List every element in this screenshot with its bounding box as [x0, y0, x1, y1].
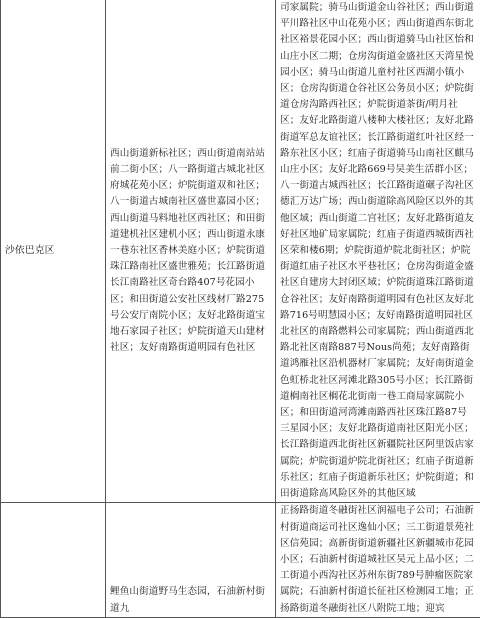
medium-risk-areas-text: 正扬路街道冬融街社区润福电子公司；石油新村街道商运司社区逸仙小区；三工街道景苑社区信苑园；高新街街道新疆社区新疆城市花园小区；石油新村街道城社区吴元上品小区；二工街道小西沟社区苏州东街789号肿瘤医院家属院；石油新村街道长征社区检测园工地；正扬路街道冬融街社区八附院工地；迎宾: [280, 503, 476, 616]
district-cell: [1, 503, 106, 617]
medium-risk-cell: [276, 0, 480, 503]
medium-risk-cell: [276, 503, 480, 617]
medium-risk-areas-text: 司家属院；骑马山街道金山谷社区；西山街道平川路社区中山花苑小区；西山街道西东街北社区裕景花园小区；西山街道骑马山社区怡和山庄小区二期；仓房沟街道金盛社区天湾星悦园小区；骑马山街道儿童村社区西湖小镇小区；仓房沟街道仓谷社区公务员小区；炉院街道仓房沟路西社区；炉院街道茶街/明月社区；友好北路街道八楼种大楼社区；友好北路街道军总友谊社区；长江路街道红叶社区经一路东社区小区；红庙子街道骑马山南社区麒马山庄小区；友好北路669号吴美生活群小区；八一街道古城西社区；长江路街道碾子沟社区德汇万达广场；西山街道除高风险区以外的其他区域；西山街道二宫社区；友好北路街道友好社区地矿局家属院；红庙子街道西城街西社区荣和楼6期；炉院街道炉院北街社区；炉院街道红庙子社区水平巷社区；仓房沟街道金盛社区自建房大封闭区域；炉院街道珠江路街道仓谷社区；友好南路街道明园有色社区友好北路716号明慧园小区；友好南路街道明园社区北社区的南路燃料公司家属院；西山街道西北路北社区南路887号Nous尚苑；友好南路街道鸿雁社区沿机器材厂家属院；友好南街道金色虹桥北社区河滩北路305号小区；长江路街道榈南社区榈花北街南一巷工商局家属院小区；和田街道河湾滩南路西社区珠江路87号三星园小区；友好北路街道南社区阳光小区；长江路街道西北街社区新疆院社区阿里饭店家属院；炉院街道炉院北街社区；红庙子街道新乐社区；红庙子街道新乐社区；炉院街道；和田街道除高风险区外的其他区域: [280, 0, 476, 502]
low-risk-areas-text: 鲤鱼山街道野马生态园，石油新村街道九: [110, 584, 271, 616]
table-row: [1, 0, 480, 503]
table-row: [1, 503, 480, 617]
low-risk-areas-text: 西山街道新标社区；西山街道南站站前二街小区；八一路街道古城北社区府城花苑小区；炉院街道双和社区；八一街道古城南社区盛世嘉园小区；西山街道马料地社区西社区；和田街道建机社区建机小区；西山街道永康一巷东社区香林美庭小区；炉院街道珠江路南社区盛世雅苑；长江路街道长江南路社区奇台路407号花园小区；和田街道公安社区线材厂路275号公安厅南院小区；友好北路街道宝地石家园子社区；炉院街道天山建材社区；友好南路街道明园有色社区: [110, 146, 271, 357]
district-name: 沙依巴克区: [5, 245, 54, 256]
low-risk-cell: [106, 503, 276, 617]
low-risk-cell: [106, 0, 276, 503]
district-cell: [1, 0, 106, 503]
